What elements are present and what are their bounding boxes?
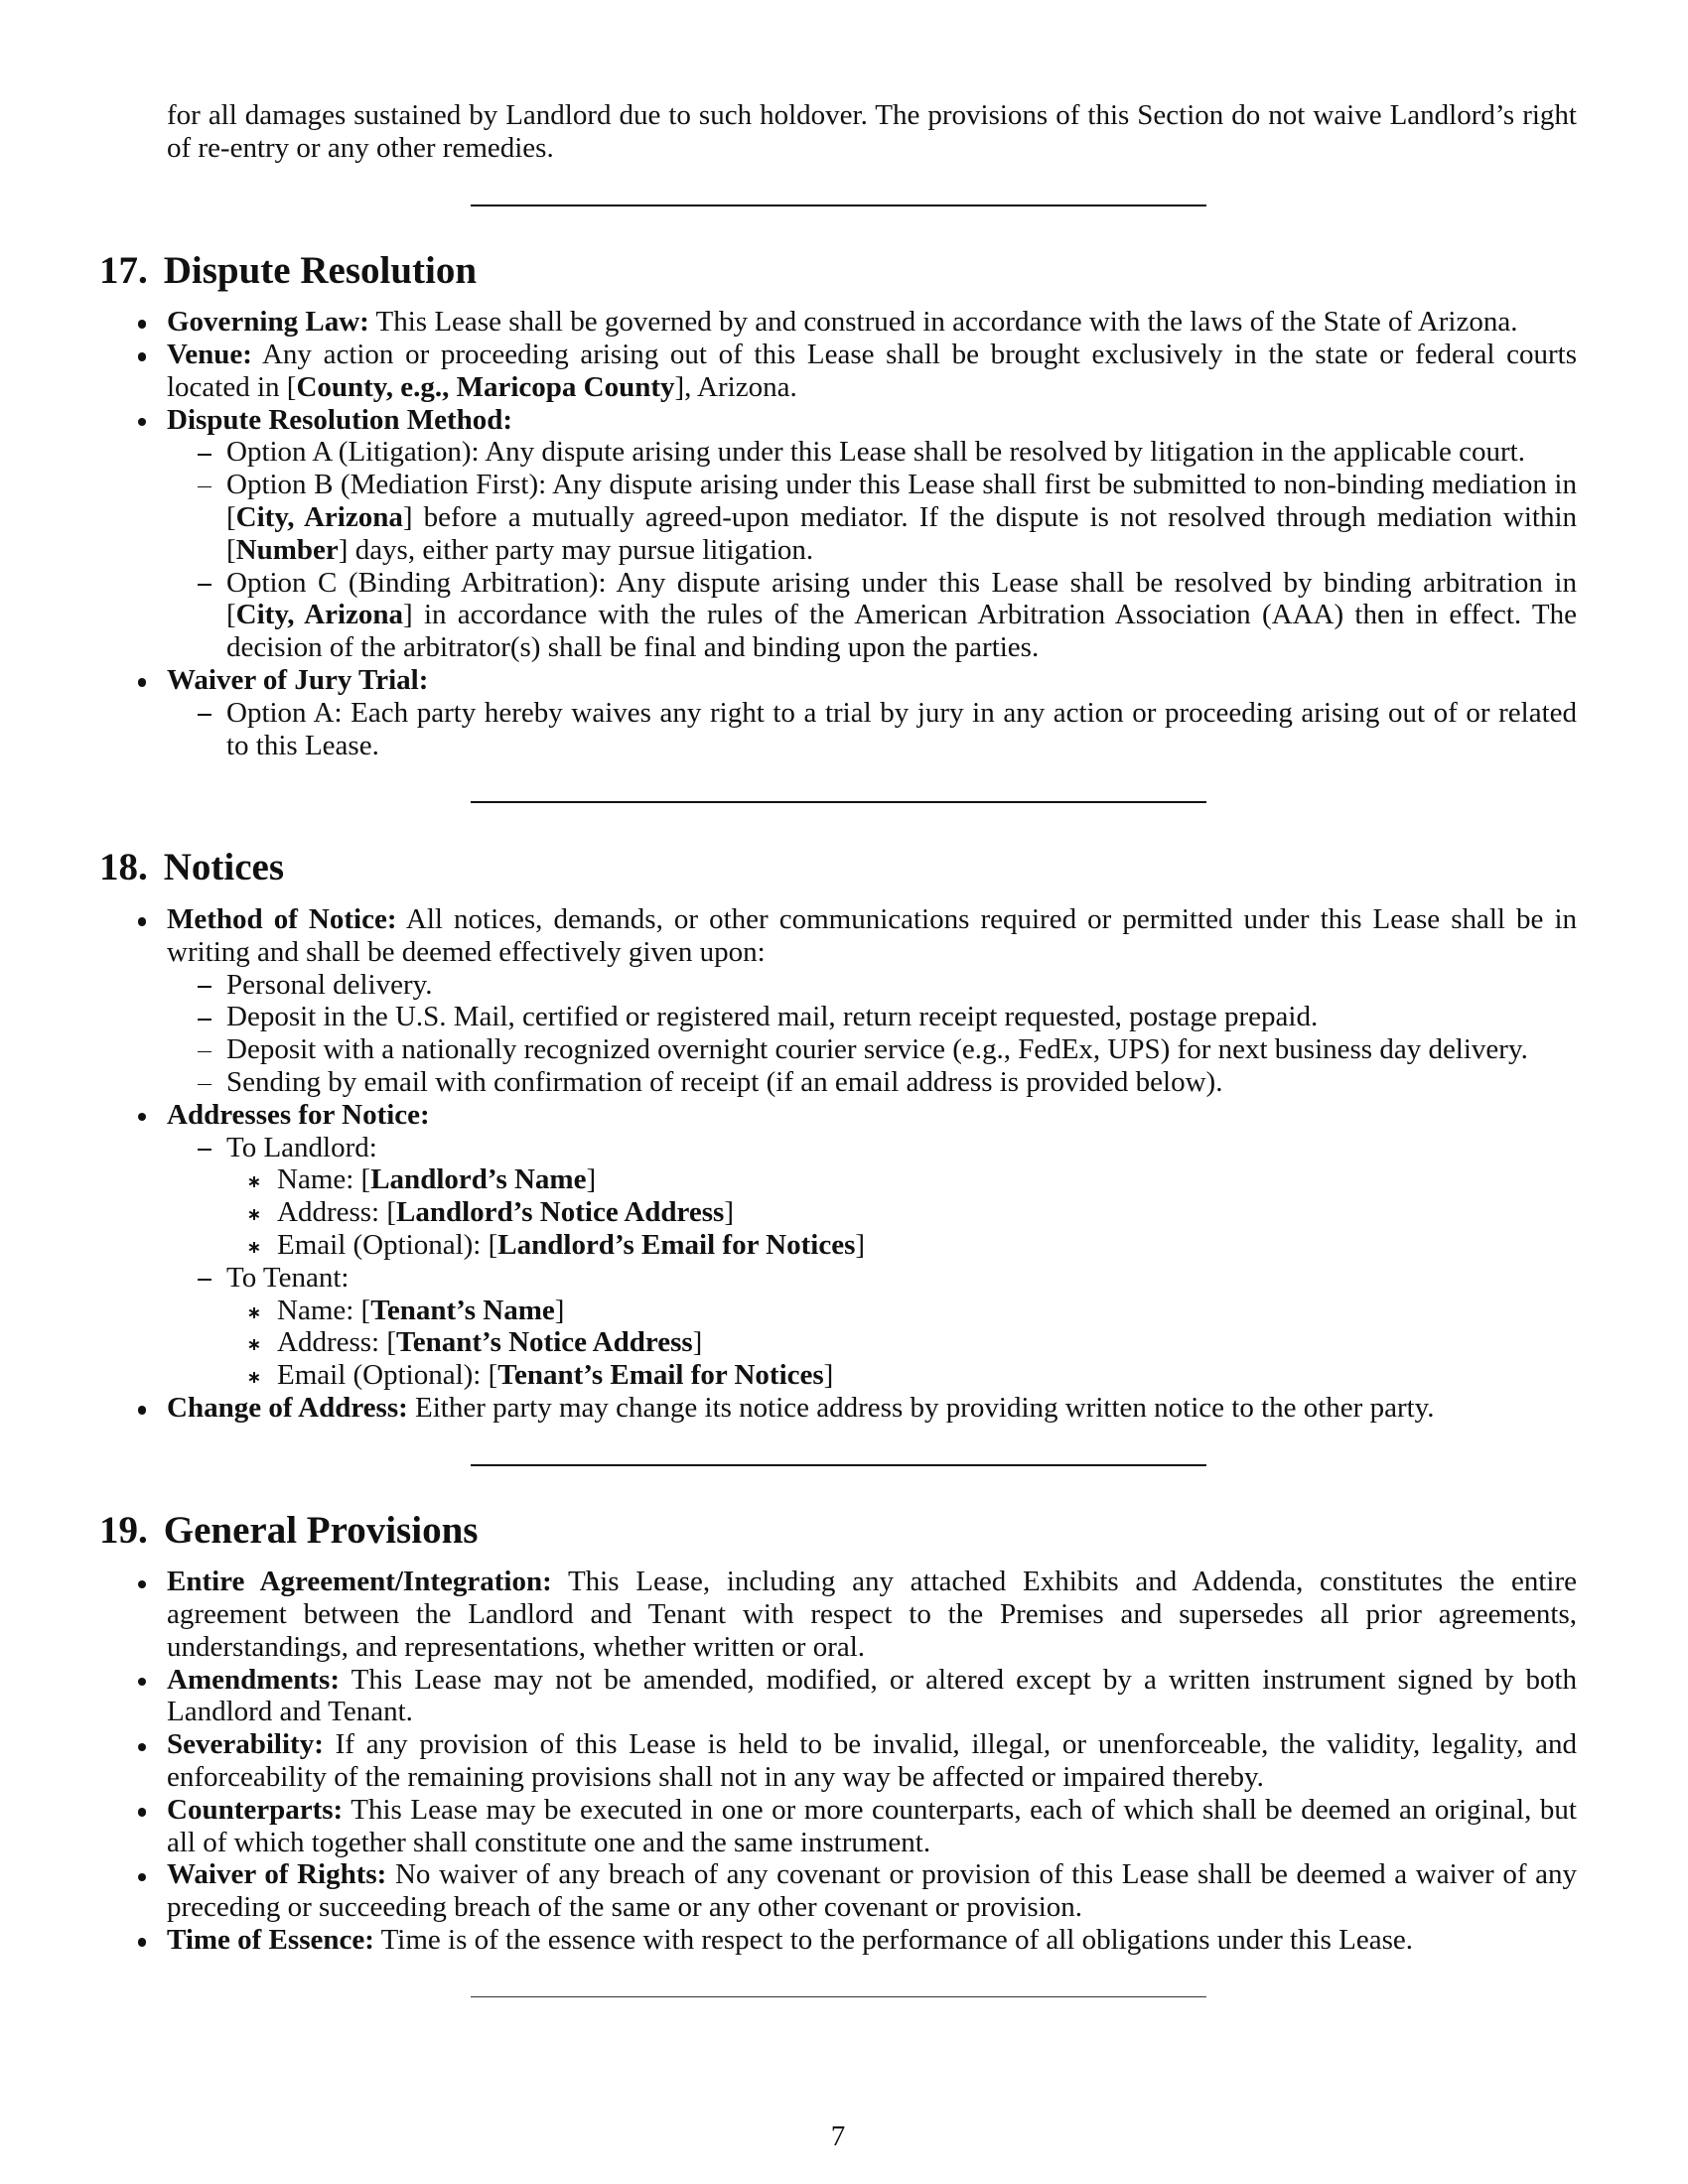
landlord-name [99,1163,1577,1196]
counterparts-clause [99,1794,1577,1859]
landlord-email [99,1229,1577,1262]
section-19-general-provisions [99,1509,1577,1957]
field-label: Address: [ [277,1196,397,1229]
dash-icon [198,486,211,488]
clause-label: Entire Agreement/Integration: [167,1566,552,1598]
bullet-icon [138,1938,147,1947]
field-suffix: ] [586,1163,597,1196]
addresses-clause [99,1099,1577,1132]
tenant-name [99,1295,1577,1327]
clause-list [99,903,1577,1425]
dash-icon [198,454,211,456]
field-placeholder: Landlord’s Name [370,1163,587,1196]
asterisk-icon [253,1372,255,1383]
dispute-method-clause [99,404,1577,437]
clause-label: Method of Notice: [167,902,397,935]
option-text: ] before a mutually agreed-upon mediator. If the dispute is not resolved through mediation within [ [226,500,1577,566]
clause-text: This Lease shall be governed by and construed in accordance with the laws of the State of Arizona. [368,306,1518,339]
landlord-address [99,1196,1577,1229]
time-of-essence-clause [99,1924,1577,1957]
bullet-icon [138,418,147,427]
section-divider [471,1464,1206,1466]
dash-icon [198,1019,211,1021]
dash-icon [198,1149,211,1151]
dash-icon [198,1051,211,1053]
bullet-icon [138,1808,147,1817]
field-suffix: ] [855,1228,866,1261]
field-label: Email (Optional): [ [277,1228,498,1261]
dash-icon [198,1279,211,1281]
waiver-of-rights-clause [99,1858,1577,1924]
option-text: Option A (Litigation): Any dispute arising under this Lease shall be resolved by litigation in the applicable court. [226,436,1525,469]
clause-label: Counterparts: [167,1793,344,1826]
section-18-notices [99,846,1577,1424]
option-text: Deposit with a nationally recognized overnight courier service (e.g., FedEx, UPS) for next business day delivery. [226,1033,1528,1066]
clause-text: All notices, demands, or other communications required or permitted under this Lease shall be in writing and shall be deemed effectively given upon: [167,902,1578,968]
notice-option-email [99,1066,1577,1099]
severability-clause [99,1728,1577,1794]
option-a-litigation [99,436,1577,469]
field-placeholder: Landlord’s Notice Address [396,1196,725,1229]
option-text: ] in accordance with the rules of the American Arbitration Association (AAA) then in effect. The decision of the arbitrator(s) shall be final and binding upon the parties. [226,599,1577,664]
change-of-address-clause [99,1392,1577,1425]
field-label: Name: [ [277,1294,371,1326]
section-number: 18. [99,846,148,889]
clause-text: This Lease may be executed in one or more counterparts, each of which shall be deemed an original, but all of which together shall constitute one and the same instrument. [167,1793,1577,1858]
holdover-text: for all damages sustained by Landlord due to such holdover. The provisions of this Section do not waive Landlord’s right of re-entry or any other remedies. [167,99,1577,164]
clause-text: If any provision of this Lease is held to be invalid, illegal, or unenforceable, the validity, legality, and enforceability of the remaining provisions shall not in any way be affected or impaired thereby. [167,1728,1577,1794]
placeholder-county: County, e.g., Maricopa County [296,370,675,403]
section-17-dispute-resolution [99,249,1577,762]
field-placeholder: Landlord’s Email for Notices [497,1228,856,1261]
field-placeholder: Tenant’s Email for Notices [497,1359,824,1392]
bullet-icon [138,1113,147,1122]
landlord-heading [99,1132,1577,1164]
section-divider [471,1996,1206,1998]
tenant-heading [99,1262,1577,1295]
asterisk-icon [253,1242,255,1253]
option-text: Option B (Mediation First): Any dispute arising under this Lease shall first be submitted to non-binding mediation in [ [226,469,1577,533]
notice-option-personal [99,969,1577,1002]
placeholder-number: Number [235,533,339,566]
section-number: 19. [99,1508,148,1552]
placeholder-city: City, Arizona [235,599,404,631]
dash-icon [198,584,211,586]
clause-text: Time is of the essence with respect to the performance of all obligations under this Lease. [373,1924,1414,1957]
field-suffix: ] [724,1196,735,1229]
clause-text: This Lease may not be amended, modified, or altered except by a written instrument signed by both Landlord and Tenant. [167,1663,1577,1728]
bullet-icon [138,320,147,329]
tenant-address [99,1326,1577,1359]
section-title: Notices [163,846,285,889]
method-of-notice-clause [99,903,1577,969]
section-number: 17. [99,248,148,292]
bullet-icon [138,1743,147,1752]
placeholder-city: City, Arizona [235,500,403,533]
holdover-continuation [99,99,1577,165]
option-text: Sending by email with confirmation of receipt (if an email address is provided below). [226,1065,1223,1098]
option-text: Option A: Each party hereby waives any right to a trial by jury in any action or proceeding arising out of or related to this Lease. [226,696,1577,761]
field-placeholder: Tenant’s Notice Address [396,1326,693,1359]
asterisk-icon [253,1209,255,1220]
governing-law-clause [99,306,1577,339]
clause-label: Waiver of Rights: [167,1858,387,1891]
section-title: Dispute Resolution [163,248,478,292]
party-heading: To Landlord: [226,1131,377,1163]
clause-label: Time of Essence: [167,1924,374,1957]
clause-label: Governing Law: [167,306,369,339]
section-divider [471,801,1206,803]
tenant-email [99,1359,1577,1392]
clause-label: Dispute Resolution Method: [167,403,513,436]
option-text: ] days, either party may pursue litigation. [338,533,814,566]
field-suffix: ] [823,1359,834,1392]
clause-list [99,306,1577,761]
section-heading [99,249,1577,293]
option-text: Deposit in the U.S. Mail, certified or registered mail, return receipt requested, postage prepaid. [226,1001,1319,1033]
field-placeholder: Tenant’s Name [370,1294,555,1326]
field-suffix: ] [692,1326,703,1359]
clause-label: Severability: [167,1728,324,1761]
asterisk-icon [253,1307,255,1318]
bullet-icon [138,1406,147,1415]
section-heading [99,846,1577,889]
venue-clause [99,339,1577,404]
option-text: Personal delivery. [226,968,433,1001]
section-divider [471,205,1206,206]
field-label: Name: [ [277,1163,371,1196]
bullet-icon [138,678,147,687]
bullet-icon [138,1873,147,1882]
clause-label: Addresses for Notice: [167,1098,430,1131]
page-number: 7 [830,2120,846,2152]
entire-agreement-clause [99,1566,1577,1663]
clause-text: Any action or proceeding arising out of this Lease shall be brought exclusively in the state or federal courts located in [ [167,338,1577,403]
clause-label: Change of Address: [167,1391,408,1424]
option-c-arbitration [99,567,1577,664]
bullet-icon [138,352,147,361]
field-label: Address: [ [277,1326,397,1359]
clause-list [99,1566,1577,1957]
clause-label: Venue: [167,338,252,370]
notice-option-mail [99,1001,1577,1033]
dash-icon [198,714,211,716]
bullet-icon [138,917,147,926]
section-heading [99,1509,1577,1553]
field-suffix: ] [554,1294,565,1326]
option-text: Option C (Binding Arbitration): Any dispute arising under this Lease shall be resolved by binding arbitration in [ [226,566,1577,631]
jury-waiver-option-a [99,697,1577,762]
dash-icon [198,1084,211,1086]
clause-text: This Lease, including any attached Exhibits and Addenda, constitutes the entire agreement between the Landlord and Tenant with respect to the Premises and supersedes all prior agreements, understandings, and representations, whether written or oral. [167,1566,1577,1663]
section-title: General Provisions [163,1508,479,1552]
party-heading: To Tenant: [226,1261,350,1294]
clause-text: Either party may change its notice address by providing written notice to the other party. [407,1391,1435,1424]
clause-text: ], Arizona. [674,370,797,403]
page-content [99,99,1577,1997]
field-label: Email (Optional): [ [277,1359,498,1392]
option-b-mediation [99,469,1577,566]
jury-waiver-clause [99,664,1577,697]
asterisk-icon [253,1176,255,1187]
dash-icon [198,986,211,988]
asterisk-icon [253,1339,255,1350]
clause-label: Amendments: [167,1663,340,1696]
amendments-clause [99,1664,1577,1729]
clause-text: No waiver of any breach of any covenant or provision of this Lease shall be deemed a waiver of any preceding or succeeding breach of the same or any other covenant or provision. [167,1858,1577,1924]
notice-option-courier [99,1033,1577,1066]
bullet-icon [138,1678,147,1687]
clause-label: Waiver of Jury Trial: [167,663,429,696]
bullet-icon [138,1580,147,1589]
